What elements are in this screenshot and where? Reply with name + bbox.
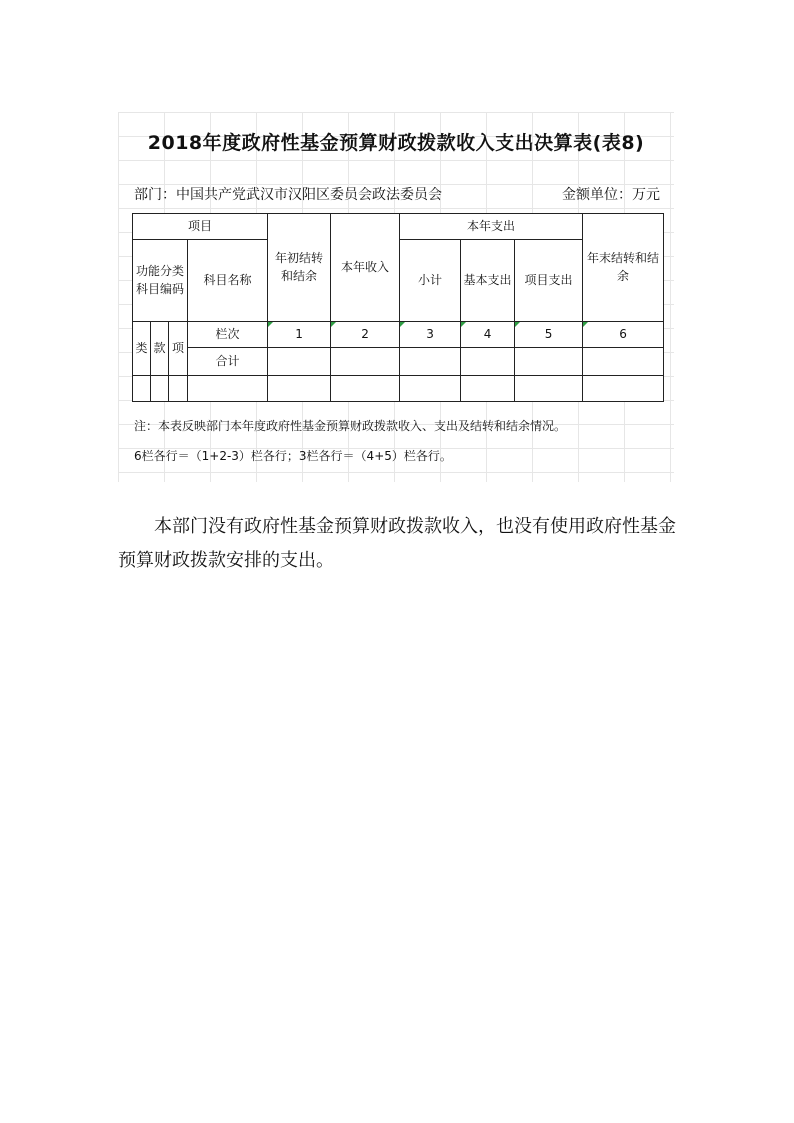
table-cell — [461, 348, 515, 376]
table-cell — [400, 348, 461, 376]
header-class: 类 — [133, 322, 151, 376]
total-row — [133, 348, 664, 376]
table-cell — [133, 376, 151, 402]
column-number: 5 — [515, 322, 583, 348]
column-number: 6 — [583, 322, 664, 348]
table-cell — [583, 376, 664, 402]
header-current-expense: 本年支出 — [400, 214, 583, 240]
table-cell — [515, 376, 583, 402]
header-section: 款 — [151, 322, 169, 376]
column-number: 2 — [331, 322, 400, 348]
header-opening-balance: 年初结转和结余 — [268, 214, 331, 322]
department-label: 部门：中国共产党武汉市汉阳区委员会政法委员会 — [134, 187, 442, 203]
table-cell — [461, 376, 515, 402]
header-basic-expense: 基本支出 — [461, 240, 515, 322]
table-title: 2018年度政府性基金预算财政拨款收入支出决算表(表8) — [147, 132, 645, 154]
header-project-expense: 项目支出 — [515, 240, 583, 322]
header-entry: 项 — [169, 322, 188, 376]
table-cell — [515, 348, 583, 376]
header-current-income: 本年收入 — [331, 214, 400, 322]
column-number: 3 — [400, 322, 461, 348]
table-cell — [400, 376, 461, 402]
table-cell — [583, 348, 664, 376]
table-cell — [151, 376, 169, 402]
header-row-1 — [133, 214, 664, 240]
fund-table — [132, 213, 664, 402]
table-cell — [331, 348, 400, 376]
column-number: 1 — [268, 322, 331, 348]
header-subject-name: 科目名称 — [188, 240, 268, 322]
table-note-1: 注：本表反映部门本年度政府性基金预算财政拨款收入、支出及结转和结余情况。 — [134, 419, 567, 433]
header-func-code: 功能分类科目编码 — [133, 240, 188, 322]
table-cell — [188, 376, 268, 402]
header-item: 项目 — [133, 214, 268, 240]
body-paragraph: 本部门没有政府性基金预算财政拨款收入，也没有使用政府性基金预算财政拨款安排的支出。 — [118, 516, 676, 571]
total-label: 合计 — [188, 348, 268, 376]
column-index-row — [133, 322, 664, 348]
table-cell — [268, 348, 331, 376]
table-cell — [331, 376, 400, 402]
table-note-2: 6栏各行＝（1+2-3）栏各行；3栏各行＝（4+5）栏各行。 — [134, 449, 452, 463]
unit-label: 金额单位：万元 — [562, 187, 660, 203]
table-cell — [169, 376, 188, 402]
column-index-label: 栏次 — [188, 322, 268, 348]
empty-row — [133, 376, 664, 402]
table-screenshot — [118, 112, 674, 482]
table-cell — [268, 376, 331, 402]
column-number: 4 — [461, 322, 515, 348]
header-subtotal: 小计 — [400, 240, 461, 322]
header-closing-balance: 年末结转和结余 — [583, 214, 664, 322]
